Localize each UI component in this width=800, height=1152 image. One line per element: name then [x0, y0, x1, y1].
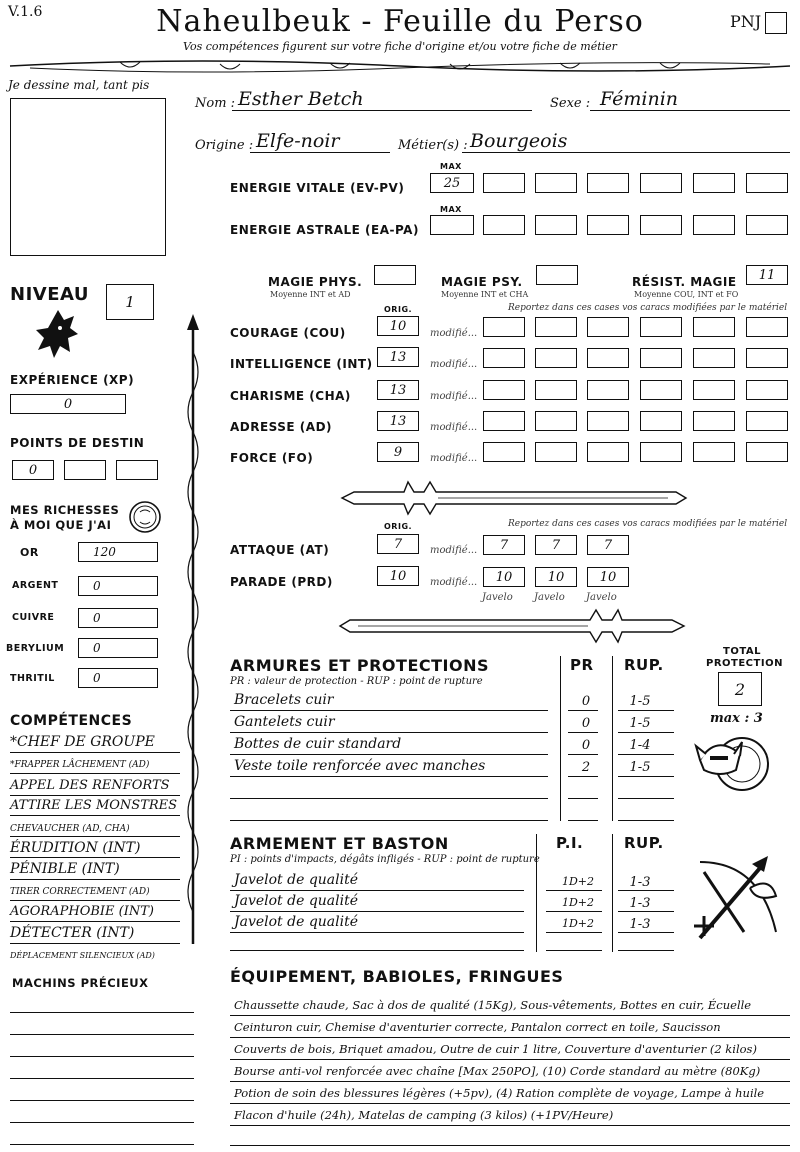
sexe-label: Sexe :: [550, 96, 591, 111]
pnj-checkbox[interactable]: [765, 12, 787, 34]
competence-item[interactable]: ÉRUDITION (INT): [10, 840, 141, 856]
magie-phys-box[interactable]: [374, 265, 416, 285]
xp-label: EXPÉRIENCE (XP): [10, 373, 135, 387]
stat-mod-box[interactable]: [746, 411, 788, 431]
parade-orig[interactable]: 10: [377, 566, 419, 586]
money-box-thritil[interactable]: 0: [78, 668, 158, 688]
stat-mod-box[interactable]: [483, 411, 525, 431]
armure-name[interactable]: Gantelets cuir: [234, 714, 335, 730]
stats-note: Reportez dans ces cases vos caracs modifiées par le matériel: [508, 303, 788, 313]
stat-modifie-label: modifié...: [430, 328, 478, 339]
money-box-or[interactable]: 120: [78, 542, 158, 562]
ev-max-label: MAX: [440, 162, 462, 171]
pi-header: P.I.: [556, 834, 584, 852]
stat-mod-box[interactable]: [746, 348, 788, 368]
money-label-argent: ARGENT: [12, 580, 59, 591]
resist-magie-label: RÉSIST. MAGIE: [632, 275, 737, 289]
money-label-or: OR: [20, 546, 39, 559]
stat-mod-box[interactable]: [640, 348, 682, 368]
stat-mod-box[interactable]: [693, 380, 735, 400]
armure-line: [568, 776, 598, 777]
machins-line[interactable]: [10, 1034, 194, 1035]
destin-box[interactable]: 0: [12, 460, 54, 480]
arme-line: [546, 911, 602, 912]
arme-rup[interactable]: 1-3: [629, 875, 651, 890]
armures-title: ARMURES ET PROTECTIONS: [230, 656, 489, 675]
stat-mod-box[interactable]: [587, 348, 629, 368]
sheet-subtitle: Vos compétences figurent sur votre fiche d'origine et/ou votre fiche de métier: [183, 40, 617, 53]
pnj-label: PNJ: [730, 12, 762, 31]
armure-line: [568, 710, 598, 711]
ea-box[interactable]: [483, 215, 525, 235]
attaque-label: ATTAQUE (AT): [230, 543, 330, 557]
equipement-rule: [230, 1081, 790, 1082]
ev-box[interactable]: [640, 173, 682, 193]
competence-item[interactable]: APPEL DES RENFORTS: [10, 778, 170, 793]
competence-line: [10, 857, 180, 858]
armure-line[interactable]: [568, 798, 598, 799]
armures-divider: [612, 656, 613, 821]
pr-header: PR: [570, 656, 594, 674]
weapon-caption: Javelo: [534, 592, 565, 603]
armement-sub: PI : points d'impacts, dégâts infligés - RUP : point de rupture: [230, 854, 540, 865]
arme-line: [546, 890, 602, 891]
equipement-rule: [230, 1103, 790, 1104]
ea-box[interactable]: [640, 215, 682, 235]
stat-mod-box[interactable]: [746, 317, 788, 337]
armure-line[interactable]: [618, 798, 674, 799]
stat-mod-box[interactable]: [483, 442, 525, 462]
armure-line[interactable]: [230, 820, 548, 821]
sword-icon: [338, 478, 688, 518]
equipement-rule[interactable]: [230, 1145, 790, 1146]
destin-box[interactable]: [64, 460, 106, 480]
armure-line[interactable]: [568, 820, 598, 821]
machins-line[interactable]: [10, 1012, 194, 1013]
ev-max-box[interactable]: 25: [430, 173, 474, 193]
armure-pr[interactable]: 0: [581, 694, 591, 709]
stat-orig-ad[interactable]: 13: [377, 411, 419, 431]
equipement-title: ÉQUIPEMENT, BABIOLES, FRINGUES: [230, 967, 564, 986]
origine-label: Origine :: [195, 138, 254, 153]
stat-modifie-label: modifié...: [430, 422, 478, 433]
metier-label: Métier(s) :: [398, 138, 468, 153]
ea-box[interactable]: [746, 215, 788, 235]
sexe-line: [590, 110, 790, 111]
armement-rup-header: RUP.: [624, 834, 664, 852]
parade-mod[interactable]: 10: [587, 567, 629, 587]
armures-rup-header: RUP.: [624, 656, 664, 674]
arme-line: [230, 932, 524, 933]
armures-sub: PR : valeur de protection - RUP : point de rupture: [230, 676, 483, 687]
coin-icon: [128, 500, 162, 534]
resist-magie-sub: Moyenne COU, INT et FO: [634, 290, 739, 299]
niveau-box[interactable]: 1: [106, 284, 154, 320]
armure-line: [230, 776, 548, 777]
stat-mod-box[interactable]: [640, 442, 682, 462]
competence-item[interactable]: PÉNIBLE (INT): [10, 861, 120, 877]
magie-psy-label: MAGIE PSY.: [441, 275, 523, 289]
stat-orig-cou[interactable]: 10: [377, 316, 419, 336]
ev-box[interactable]: [693, 173, 735, 193]
ea-box[interactable]: [587, 215, 629, 235]
stat-mod-box[interactable]: [693, 411, 735, 431]
armure-line[interactable]: [230, 798, 548, 799]
combat-modifie-label: modifié...: [430, 577, 478, 588]
equipement-line[interactable]: Chaussette chaude, Sac à dos de qualité (15Kg), Sous-vêtements, Bottes en cuir, Écuelle: [234, 998, 752, 1012]
attaque-mod[interactable]: 7: [587, 535, 629, 555]
competence-line: [10, 879, 180, 880]
armures-divider: [560, 656, 561, 821]
competence-line: [10, 815, 180, 816]
armement-divider: [536, 834, 537, 952]
arme-line: [230, 890, 524, 891]
arme-rup[interactable]: 1-3: [629, 917, 651, 932]
arme-pi[interactable]: 1D+2: [561, 896, 595, 909]
competence-line: [10, 943, 180, 944]
competence-item[interactable]: *FRAPPER LÂCHEMENT (AD): [10, 760, 150, 770]
stat-mod-box[interactable]: [587, 380, 629, 400]
competence-line: [10, 752, 180, 753]
equipement-line[interactable]: Ceinturon cuir, Chemise d'aventurier correcte, Pantalon correct en toile, Saucisson: [234, 1020, 721, 1034]
nom-value[interactable]: Esther Betch: [238, 88, 364, 110]
competence-line: [10, 836, 180, 837]
competence-item[interactable]: DÉPLACEMENT SILENCIEUX (AD): [10, 951, 155, 960]
nom-label: Nom :: [195, 96, 236, 111]
armure-line: [230, 732, 548, 733]
money-box-berylium[interactable]: 0: [78, 638, 158, 658]
competence-item[interactable]: ATTIRE LES MONSTRES: [10, 798, 178, 813]
competence-item[interactable]: DÉTECTER (INT): [10, 925, 135, 941]
armure-line: [618, 732, 674, 733]
stat-mod-box[interactable]: [535, 442, 577, 462]
stat-orig-int[interactable]: 13: [377, 347, 419, 367]
total-protection-box[interactable]: 2: [718, 672, 762, 706]
stat-mod-box[interactable]: [587, 442, 629, 462]
ea-max-box[interactable]: [430, 215, 474, 235]
money-box-cuivre[interactable]: 0: [78, 608, 158, 628]
magie-psy-box[interactable]: [536, 265, 578, 285]
money-box-argent[interactable]: 0: [78, 576, 158, 596]
money-label-berylium: BERYLIUM: [6, 643, 65, 654]
parade-mod[interactable]: 10: [535, 567, 577, 587]
armure-pr[interactable]: 0: [581, 738, 591, 753]
niveau-label: NIVEAU: [10, 284, 89, 305]
competence-line: [10, 921, 180, 922]
armure-name[interactable]: Bottes de cuir standard: [234, 736, 402, 752]
stat-mod-box[interactable]: [640, 317, 682, 337]
attaque-mod[interactable]: 7: [483, 535, 525, 555]
equipement-line[interactable]: Flacon d'huile (24h), Matelas de camping (3 kilos) (+1PV/Heure): [234, 1108, 614, 1122]
armement-title: ARMEMENT ET BASTON: [230, 834, 449, 853]
attaque-orig[interactable]: 7: [377, 534, 419, 554]
helmet-shield-icon: [694, 726, 774, 798]
xp-box[interactable]: 0: [10, 394, 126, 414]
competence-item[interactable]: CHEVAUCHER (AD, CHA): [10, 824, 130, 834]
version-label: V.1.6: [8, 4, 43, 20]
arme-line: [618, 890, 674, 891]
armure-rup[interactable]: 1-5: [629, 760, 651, 775]
competences-label: COMPÉTENCES: [10, 713, 133, 729]
richesses-label-2: À MOI QUE J'AI: [10, 518, 112, 532]
stat-mod-box[interactable]: [483, 380, 525, 400]
metier-line: [462, 152, 790, 153]
stats-orig-label: ORIG.: [384, 305, 413, 314]
combat-orig-label: ORIG.: [384, 522, 413, 531]
stat-mod-box[interactable]: [483, 348, 525, 368]
stat-mod-box[interactable]: [693, 317, 735, 337]
ev-box[interactable]: [587, 173, 629, 193]
arme-line: [230, 911, 524, 912]
magie-psy-sub: Moyenne INT et CHA: [441, 290, 529, 299]
stat-orig-cha[interactable]: 13: [377, 380, 419, 400]
stat-label-fo: FORCE (FO): [230, 451, 314, 465]
arme-pi[interactable]: 1D+2: [561, 917, 595, 930]
arme-pi[interactable]: 1D+2: [561, 875, 595, 888]
stat-mod-box[interactable]: [535, 348, 577, 368]
portrait-frame[interactable]: [10, 98, 166, 256]
ea-box[interactable]: [693, 215, 735, 235]
ea-max-label: MAX: [440, 205, 462, 214]
magie-phys-label: MAGIE PHYS.: [268, 275, 363, 289]
armement-divider: [612, 834, 613, 952]
armure-name[interactable]: Bracelets cuir: [234, 692, 334, 708]
arme-name[interactable]: Javelot de qualité: [234, 914, 359, 930]
header-ornament: [0, 54, 800, 76]
ev-box[interactable]: [483, 173, 525, 193]
competence-line: [10, 900, 180, 901]
competence-item[interactable]: AGORAPHOBIE (INT): [10, 904, 154, 919]
ea-box[interactable]: [535, 215, 577, 235]
stat-mod-box[interactable]: [587, 411, 629, 431]
stat-mod-box[interactable]: [693, 442, 735, 462]
nom-line: [232, 110, 532, 111]
resist-magie-box[interactable]: 11: [746, 265, 788, 285]
armure-pr[interactable]: 0: [581, 716, 591, 731]
total-protection-label-1: TOTAL: [723, 646, 761, 657]
armure-name[interactable]: Veste toile renforcée avec manches: [234, 758, 486, 774]
destin-box[interactable]: [116, 460, 158, 480]
stat-mod-box[interactable]: [746, 380, 788, 400]
stat-label-cha: CHARISME (CHA): [230, 389, 351, 403]
arme-name[interactable]: Javelot de qualité: [234, 872, 359, 888]
stat-modifie-label: modifié...: [430, 391, 478, 402]
armure-rup[interactable]: 1-5: [629, 716, 651, 731]
stat-orig-fo[interactable]: 9: [377, 442, 419, 462]
armure-line: [568, 754, 598, 755]
armure-line: [618, 754, 674, 755]
stat-mod-box[interactable]: [746, 442, 788, 462]
equipement-rule: [230, 1059, 790, 1060]
machins-line[interactable]: [10, 1056, 194, 1057]
stat-label-int: INTELLIGENCE (INT): [230, 357, 373, 371]
stat-label-ad: ADRESSE (AD): [230, 420, 333, 434]
portrait-caption: Je dessine mal, tant pis: [8, 78, 150, 92]
stat-mod-box[interactable]: [587, 317, 629, 337]
competence-item[interactable]: *CHEF DE GROUPE: [10, 734, 155, 750]
richesses-label-1: MES RICHESSES: [10, 503, 120, 517]
metier-value[interactable]: Bourgeois: [470, 130, 568, 152]
machins-line[interactable]: [10, 1100, 194, 1101]
arme-rup[interactable]: 1-3: [629, 896, 651, 911]
stat-mod-box[interactable]: [640, 380, 682, 400]
machins-line[interactable]: [10, 1078, 194, 1079]
equipement-rule: [230, 1125, 790, 1126]
competence-line: [10, 795, 180, 796]
machins-line[interactable]: [10, 1144, 194, 1145]
armure-line: [230, 710, 548, 711]
protection-max: max : 3: [710, 711, 763, 726]
stat-mod-box[interactable]: [535, 411, 577, 431]
stat-mod-box[interactable]: [535, 317, 577, 337]
money-label-cuivre: CUIVRE: [12, 612, 55, 623]
sheet-title: Naheulbeuk - Feuille du Perso: [156, 4, 644, 39]
armure-line: [230, 754, 548, 755]
origine-line: [250, 152, 390, 153]
combat-modifie-label: modifié...: [430, 545, 478, 556]
stat-mod-box[interactable]: [640, 411, 682, 431]
weapons-icon: [690, 852, 786, 942]
equipement-line[interactable]: Potion de soin des blessures légères (+5pv), (4) Ration complète de voyage, Lampe à huile: [234, 1086, 765, 1100]
arme-line: [546, 932, 602, 933]
money-label-thritil: THRITIL: [10, 673, 55, 684]
armure-rup[interactable]: 1-5: [629, 694, 651, 709]
stat-label-cou: COURAGE (COU): [230, 326, 346, 340]
weapon-caption: Javelo: [482, 592, 513, 603]
stat-mod-box[interactable]: [483, 317, 525, 337]
competence-item[interactable]: TIRER CORRECTEMENT (AD): [10, 887, 150, 897]
weapon-caption: Javelo: [586, 592, 617, 603]
armure-pr[interactable]: 2: [581, 760, 591, 775]
stat-mod-box[interactable]: [535, 380, 577, 400]
arme-line: [618, 932, 674, 933]
parade-mod[interactable]: 10: [483, 567, 525, 587]
sword-icon: [338, 606, 688, 646]
staff-ornament: [180, 312, 206, 952]
attaque-mod[interactable]: 7: [535, 535, 577, 555]
ev-box[interactable]: [535, 173, 577, 193]
arme-name[interactable]: Javelot de qualité: [234, 893, 359, 909]
machins-label: MACHINS PRÉCIEUX: [12, 976, 149, 990]
competence-line: [10, 773, 180, 774]
origine-value[interactable]: Elfe-noir: [256, 130, 340, 152]
stat-mod-box[interactable]: [693, 348, 735, 368]
equipement-rule: [230, 1015, 790, 1016]
total-protection-label-2: PROTECTION: [706, 658, 783, 669]
arme-line[interactable]: [230, 950, 524, 951]
equipement-line[interactable]: Bourse anti-vol renforcée avec chaîne [Max 250PO], (10) Corde standard au mètre (80Kg): [234, 1064, 761, 1078]
parade-label: PARADE (PRD): [230, 575, 333, 589]
armure-line: [618, 710, 674, 711]
armure-line: [568, 732, 598, 733]
ev-box[interactable]: [746, 173, 788, 193]
combat-note: Reportez dans ces cases vos caracs modifiées par le matériel: [508, 519, 788, 529]
stat-modifie-label: modifié...: [430, 453, 478, 464]
armure-line: [618, 776, 674, 777]
stat-modifie-label: modifié...: [430, 359, 478, 370]
arme-line: [618, 911, 674, 912]
ev-label: ENERGIE VITALE (EV-PV): [230, 181, 405, 195]
ea-label: ENERGIE ASTRALE (EA-PA): [230, 223, 419, 237]
armure-rup[interactable]: 1-4: [629, 738, 651, 753]
magie-phys-sub: Moyenne INT et AD: [270, 290, 351, 299]
destin-label: POINTS DE DESTIN: [10, 436, 145, 450]
armure-line[interactable]: [618, 820, 674, 821]
dragon-icon: [34, 306, 82, 364]
equipement-rule: [230, 1037, 790, 1038]
machins-line[interactable]: [10, 1122, 194, 1123]
arme-line[interactable]: [618, 950, 674, 951]
arme-line[interactable]: [546, 950, 602, 951]
equipement-line[interactable]: Couverts de bois, Briquet amadou, Outre de cuir 1 litre, Couverture d'aventurier (2 kilos): [234, 1042, 757, 1056]
sexe-value[interactable]: Féminin: [600, 88, 679, 110]
